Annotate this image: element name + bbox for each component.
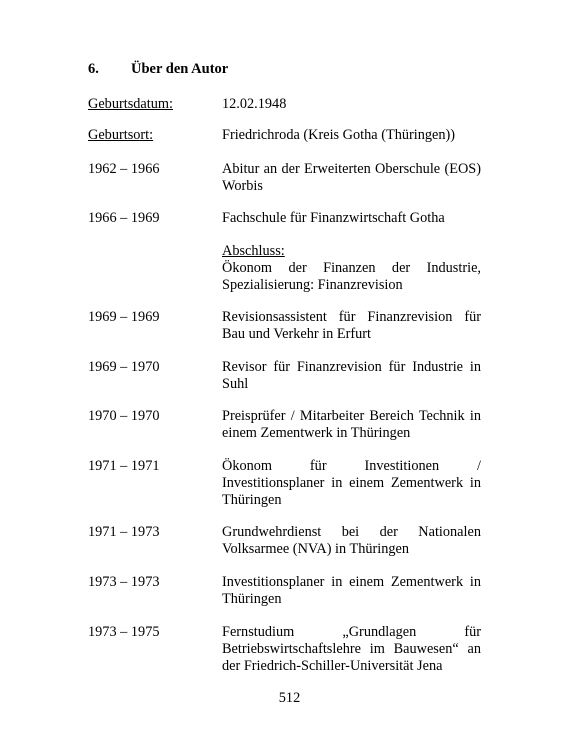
cv-entry xyxy=(88,210,481,227)
cv-line: Grundwehrdienst bei der Nationalen xyxy=(222,524,481,540)
cv-period: 1973 – 1975 xyxy=(88,624,160,640)
cv-entry xyxy=(88,408,481,442)
birth-place-value: Friedrichroda (Kreis Gotha (Thüringen)) xyxy=(222,127,456,143)
cv-line: Revisionsassistent für Finanzrevision für xyxy=(222,309,481,325)
cv-period: 1969 – 1970 xyxy=(88,359,160,375)
section-heading xyxy=(88,60,228,78)
section-title: Über den Autor xyxy=(131,61,229,77)
cv-line: Abitur an der Erweiterten Oberschule (EOS) xyxy=(222,161,481,177)
cv-period: 1973 – 1973 xyxy=(88,574,160,590)
birth-place-row xyxy=(88,127,481,144)
birth-date-label: Geburtsdatum: xyxy=(88,96,173,112)
cv-line: Investitionsplaner in einem Zementwerk in xyxy=(222,475,481,491)
cv-line: Suhl xyxy=(222,376,249,392)
birth-date-value: 12.02.1948 xyxy=(222,96,287,112)
cv-line: Spezialisierung: Finanzrevision xyxy=(222,277,403,293)
cv-line: Investitionsplaner in einem Zementwerk in xyxy=(222,574,481,590)
cv-line: Preisprüfer / Mitarbeiter Bereich Technik in xyxy=(222,408,481,424)
cv-line: der Friedrich-Schiller-Universität Jena xyxy=(222,658,443,674)
section-number: 6. xyxy=(88,61,99,77)
cv-period: 1962 – 1966 xyxy=(88,161,160,177)
cv-line: Thüringen xyxy=(222,492,282,508)
cv-line: Betriebswirtschaftslehre im Bauwesen“ an xyxy=(222,641,481,657)
birth-place-label: Geburtsort: xyxy=(88,127,154,143)
birth-date-row xyxy=(88,96,481,113)
degree-heading: Abschluss: xyxy=(222,243,285,259)
cv-entry xyxy=(88,574,481,608)
cv-entry xyxy=(88,161,481,195)
cv-line: Thüringen xyxy=(222,591,282,607)
cv-line: Ökonom der Finanzen der Industrie, xyxy=(222,260,481,276)
cv-entry xyxy=(88,624,481,675)
cv-line: Ökonom für Investitionen / xyxy=(222,458,481,474)
cv-line: Bau und Verkehr in Erfurt xyxy=(222,326,372,342)
cv-line: Volksarmee (NVA) in Thüringen xyxy=(222,541,410,557)
cv-line: Worbis xyxy=(222,178,263,194)
cv-period: 1966 – 1969 xyxy=(88,210,160,226)
cv-period: 1971 – 1973 xyxy=(88,524,160,540)
cv-period: 1969 – 1969 xyxy=(88,309,160,325)
cv-period: 1970 – 1970 xyxy=(88,408,160,424)
cv-line: einem Zementwerk in Thüringen xyxy=(222,425,411,441)
cv-line: Revisor für Finanzrevision für Industrie in xyxy=(222,359,481,375)
cv-line: Fernstudium „Grundlagen für xyxy=(222,624,481,640)
cv-entry xyxy=(88,309,481,343)
cv-period: 1971 – 1971 xyxy=(88,458,160,474)
cv-entry-degree xyxy=(88,243,481,294)
page-number: 512 xyxy=(278,690,301,706)
cv-entry xyxy=(88,524,481,558)
cv-entry xyxy=(88,359,481,393)
cv-entry xyxy=(88,458,481,509)
cv-line: Fachschule für Finanzwirtschaft Gotha xyxy=(222,210,445,226)
